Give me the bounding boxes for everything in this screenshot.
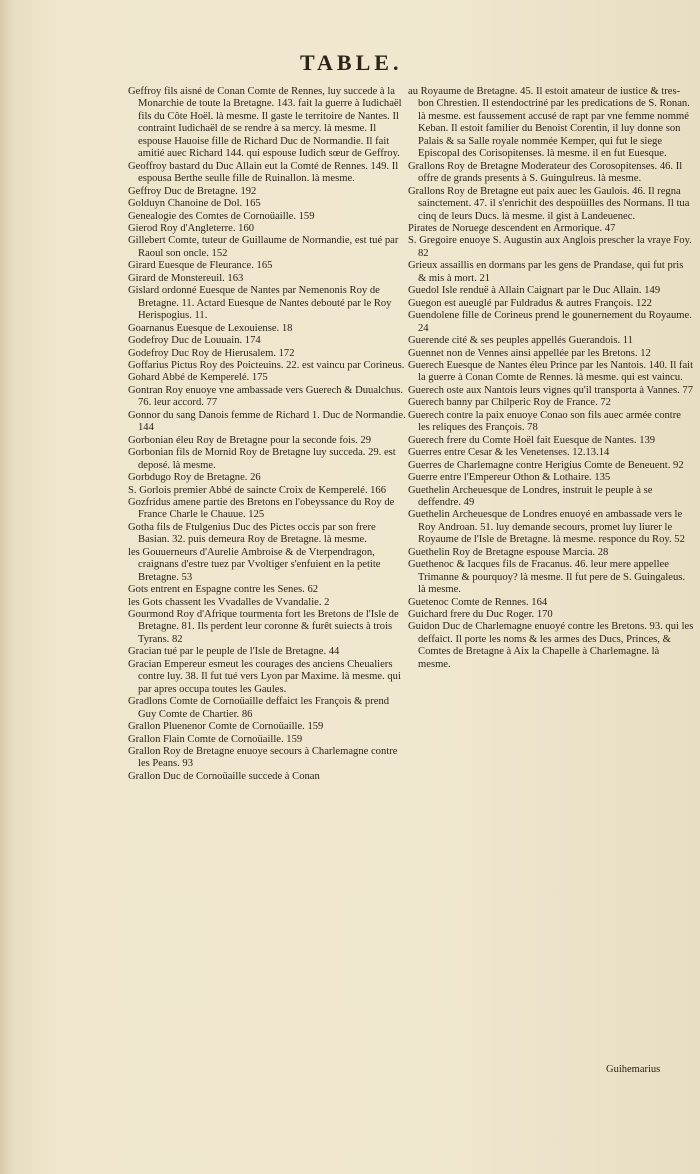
index-entry: Gorbonian fils de Mornid Roy de Bretagne luy succeda. 29. est deposé. là mesme.: [128, 447, 396, 471]
index-entry: Gourmond Roy d'Afrique tourmenta fort les Bretons de l'Isle de Bretagne. 81. Ils perdent leur coronne & furêt suiects à trois Tyrans. 82: [128, 609, 399, 645]
page-title: TABLE.: [300, 50, 403, 75]
index-entry: Gradlons Comte de Cornoüaille deffaict les François & prend Guy Comte de Chartier. 86: [128, 696, 390, 720]
index-entry: Guerech banny par Chilperic Roy de France. 72: [408, 397, 611, 409]
index-entry: Grallons Roy de Bretagne Moderateur des Corosopitenses. 46. Il offre de grands presents à S. Guingulreus. là mesme.: [408, 160, 683, 185]
index-entry: Pirates de Noruege descendent en Armorique. 47: [408, 222, 616, 234]
index-entry: Guetenoc Comte de Rennes. 164: [408, 596, 548, 608]
index-entry: Guegon est aueuglé par Fuldradus & autres François. 122: [408, 297, 652, 309]
index-entry: Guichard frere du Duc Roger. 170: [408, 609, 553, 621]
index-entry: Gorbdugo Roy de Bretagne. 26: [128, 472, 261, 484]
index-entry: Gierod Roy d'Angleterre. 160: [128, 222, 255, 234]
index-entry: Gohard Abbé de Kemperelé. 175: [128, 372, 268, 384]
index-entry: Gorbonian éleu Roy de Bretagne pour la seconde fois. 29: [128, 434, 371, 446]
index-entry: Guerre entre l'Empereur Othon & Lothaire. 135: [408, 472, 611, 484]
index-entry: Guendolene fille de Corineus prend le gounernement du Royaume. 24: [408, 310, 692, 334]
index-entry: les Gots chassent les Vvadalles de Vvandalie. 2: [128, 596, 330, 608]
index-entry: Godefroy Duc Roy de Hierusalem. 172: [128, 347, 295, 359]
index-entry: Grieux assaillis en dormans par les gens de Prandase, qui fut pris & mis à mort. 21: [408, 260, 684, 284]
index-entry: Genealogie des Comtes de Cornoüaille. 159: [128, 210, 315, 222]
index-entry: Grallon Flain Comte de Cornoüaille. 159: [128, 733, 303, 745]
index-entry: Geffroy fils aisné de Conan Comte de Rennes, luy succede à la Monarchie de toute la Bretagne. 143. fait la guerre à Iudichaël fils du Côte Hoël. là mesme. Il gaste le territoire de Nantes. Il contraint Iudichaël de se rendre à sa mercy. là mesme. Il espouse Hauoise fille de Richard Duc de Normandie. Il fait amitié auec Richard 144. qui espouse Iudich sœur de Geffroy.: [128, 86, 402, 160]
index-entry: Grallons Roy de Bretagne eut paix auec les Gaulois. 46. Il regna sainctement. 47. il s'enrichit des despoüilles des Normans. Il tua cinq de leurs Ducs. là mesme. il gist à Landeuenec.: [408, 185, 690, 222]
index-entry: Gotha fils de Ftulgenius Duc des Pictes occis par son frere Basian. 32. puis demeura Roy de Bretagne. là mesme.: [128, 521, 376, 546]
catchword: Guihemarius: [606, 1064, 661, 1075]
index-entry: Guerech frere du Comte Hoël fait Euesque de Nantes. 139: [408, 434, 656, 446]
index-entry: Guerres entre Cesar & les Venetenses. 12.13.14: [408, 447, 610, 459]
index-entry: Guethelin Roy de Bretagne espouse Marcia. 28: [408, 546, 609, 558]
index-entry: Geffroy Duc de Bretagne. 192: [128, 185, 257, 197]
page-gutter: [0, 0, 14, 1174]
index-entry: Guerende cité & ses peuples appellés Guerandois. 11: [408, 335, 633, 347]
index-entry: Girard de Monstereuil. 163: [128, 272, 244, 284]
index-entry: Goffarius Pictus Roy des Poicteuins. 22. est vaincu par Corineus.: [128, 359, 405, 371]
index-entry: S. Gregoire enuoye S. Augustin aux Anglois prescher la vraye Foy. 82: [408, 235, 692, 259]
index-entry: Grallon Pluenenor Comte de Cornoüaille. 159: [128, 721, 324, 733]
index-entry: les Gouuerneurs d'Aurelie Ambroise & de Vterpendragon, craignans d'estre tuez par Vvoltiger s'enfuient en la petite Bretagne. 53: [128, 546, 381, 583]
index-entry: Godefroy Duc de Louuain. 174: [128, 335, 261, 347]
index-column-left: [128, 86, 406, 783]
index-entry: Grallon Roy de Bretagne enuoye secours à Charlemagne contre les Peans. 93: [128, 746, 398, 770]
index-column-right: [408, 86, 694, 671]
index-entry: Gozfridus amene partie des Bretons en l'obeyssance du Roy de France Charle le Chauue. 125: [128, 496, 395, 521]
index-entry: Guethelin Archeuesque de Londres, instruit le peuple à se deffendre. 49: [408, 484, 653, 508]
index-entry: Grallon Duc de Cornoüaille succede à Conan: [128, 770, 320, 782]
index-entry: Guedol Isle renduë à Allain Caignart par le Duc Allain. 149: [408, 285, 661, 297]
index-entry: Goarnanus Euesque de Lexouiense. 18: [128, 322, 293, 334]
index-entry: Gracian Empereur esmeut les courages des anciens Cheualiers contre luy. 38. Il fut tué vers Lyon par Maxime. là mesme. qui par apres occupa toutes les Gaules.: [128, 658, 401, 695]
index-entry: Guennet non de Vennes ainsi appellée par les Bretons. 12: [408, 347, 651, 359]
index-entry: Gontran Roy enuoye vne ambassade vers Guerech & Duualchus. 76. leur accord. 77: [128, 384, 404, 409]
index-entry: Guethenoc & Iacques fils de Fracanus. 46. leur mere appellee Trimanne & pourquoy? là mesme. Il fut pere de S. Guingaleus. là mesme.: [408, 559, 686, 596]
index-entry: Guerech Euesque de Nantes éleu Prince par les Nantois. 140. Il fait la guerre à Conan Comte de Rennes. là mesme. qui est vaincu.: [408, 359, 694, 384]
index-entry: Golduyn Chanoine de Dol. 165: [128, 198, 261, 210]
index-entry: Gislard ordonné Euesque de Nantes par Nemenonis Roy de Bretagne. 11. Actard Euesque de Nantes debouté par le Roy Herispogius. 11.: [128, 285, 392, 322]
index-entry: Gonnor du sang Danois femme de Richard 1. Duc de Normandie. 144: [128, 409, 406, 434]
index-entry: Gillebert Comte, tuteur de Guillaume de Normandie, est tué par Raoul son oncle. 152: [128, 235, 399, 259]
index-entry: Guerres de Charlemagne contre Herigius Comte de Beneuent. 92: [408, 459, 684, 471]
index-entry: Guethelin Archeuesque de Londres enuoyé en ambassade vers le Roy Androan. 51. luy demande secours, promet luy liurer le Royaume de l'Isle de Bretagne. là mesme. responce du Roy. 52: [408, 509, 685, 546]
index-entry: au Royaume de Bretagne. 45. Il estoit amateur de iustice & tres-bon Chrestien. Il estendoctriné par les predications de S. Ronan. là mesme. est faussement accusé de rapt par vne femme nommé Keban. Il estoit familier du Benoist Corentin, il luy donne son Palais & sa Salle royale nommée Kemper, qui fut le siege Episcopal des Corisopitenses. là mesme. il en fut Euesque.: [408, 86, 690, 160]
index-entry: Girard Euesque de Fleurance. 165: [128, 260, 273, 272]
index-entry: Guerech contre la paix enuoye Conao son fils auec armée contre les reliques des François. 78: [408, 409, 681, 434]
index-entry: Guidon Duc de Charlemagne enuoyé contre les Bretons. 93. qui les deffaict. Il porte les noms & les armes des Ducs, Princes, & Comtes de Bretagne à Aix la Chapelle à Charlemagne. là mesme.: [408, 621, 694, 670]
index-entry: Gracian tué par le peuple de l'Isle de Bretagne. 44: [128, 646, 340, 658]
index-entry: S. Gorlois premier Abbé de saincte Croix de Kemperelé. 166: [128, 484, 387, 496]
index-entry: Gots entrent en Espagne contre les Senes. 62: [128, 584, 319, 596]
index-entry: Guerech oste aux Nantois leurs vignes qu'il transporta à Vannes. 77: [408, 384, 694, 396]
index-entry: Geoffroy bastard du Duc Allain eut la Comté de Rennes. 149. Il espousa Berthe seulle fille de Ruinallon. là mesme.: [128, 160, 399, 185]
